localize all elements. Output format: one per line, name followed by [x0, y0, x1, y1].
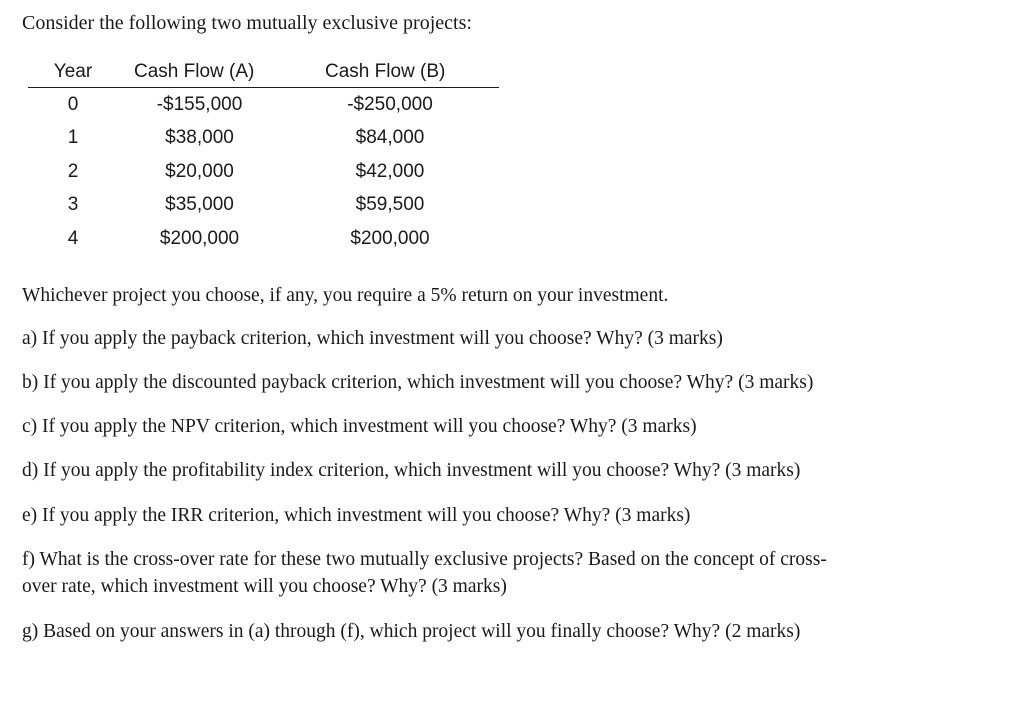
question-e: e) If you apply the IRR criterion, which investment will you choose? Why? (3 marks) — [22, 505, 691, 526]
table-row — [28, 122, 499, 156]
cell-cash-flow-a: $20,000 — [165, 160, 234, 182]
cell-year: 3 — [67, 194, 79, 216]
header-cash-flow-b: Cash Flow (B) — [281, 56, 499, 88]
cell-cash-flow-a: $35,000 — [165, 194, 234, 216]
question-f — [22, 546, 962, 600]
header-year: Year — [28, 56, 118, 88]
question-f-line-2: over rate, which investment will you choose? Why? (3 marks) — [22, 576, 507, 597]
table-row — [28, 189, 499, 223]
question-c: c) If you apply the NPV criterion, which investment will you choose? Why? (3 marks) — [22, 416, 697, 437]
header-cash-flow-a: Cash Flow (A) — [118, 56, 281, 88]
question-a: a) If you apply the payback criterion, which investment will you choose? Why? (3 marks) — [22, 328, 723, 349]
table-row — [28, 155, 499, 189]
table-row — [28, 88, 499, 122]
cell-cash-flow-b: -$250,000 — [347, 93, 433, 115]
cell-year: 4 — [67, 227, 79, 249]
cell-cash-flow-b: $59,500 — [355, 194, 425, 216]
cell-year: 0 — [67, 93, 79, 115]
intro-text: Consider the following two mutually exclusive projects: — [22, 12, 472, 34]
cell-cash-flow-a: $200,000 — [159, 227, 240, 249]
cell-cash-flow-a: $38,000 — [165, 127, 234, 149]
table-header-row — [28, 56, 499, 88]
required-return-statement: Whichever project you choose, if any, you require a 5% return on your investment. — [22, 285, 669, 306]
question-b: b) If you apply the discounted payback criterion, which investment will you choose? Why? (3 marks) — [22, 372, 814, 393]
cell-cash-flow-a: -$155,000 — [156, 93, 243, 115]
cell-year: 1 — [67, 127, 79, 149]
question-f-line-1: f) What is the cross-over rate for these two mutually exclusive projects? Based on the concept of cross- — [22, 549, 827, 570]
cell-year: 2 — [67, 160, 79, 182]
table-row — [28, 222, 499, 256]
cell-cash-flow-b: $200,000 — [350, 227, 430, 249]
cash-flow-table — [28, 56, 499, 256]
cell-cash-flow-b: $84,000 — [355, 127, 425, 149]
question-g: g) Based on your answers in (a) through (f), which project will you finally choose? Why? (2 marks) — [22, 621, 801, 642]
question-d: d) If you apply the profitability index criterion, which investment will you choose? Why? (3 marks) — [22, 460, 801, 481]
cell-cash-flow-b: $42,000 — [355, 160, 425, 182]
